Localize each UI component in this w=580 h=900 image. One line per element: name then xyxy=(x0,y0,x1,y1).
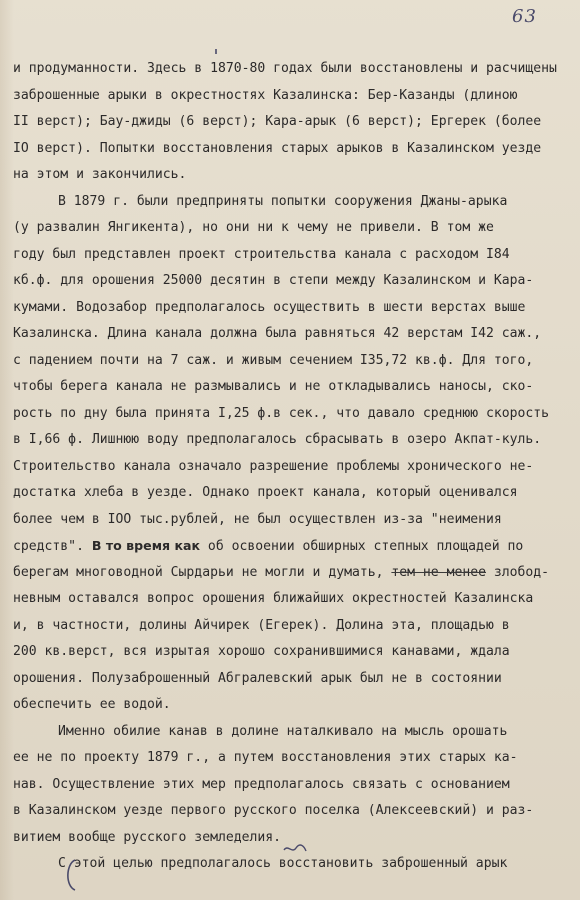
text-line: IO верст). Попытки восстановления старых арыков в Казалинском уезде xyxy=(13,140,542,156)
document-text xyxy=(13,56,578,878)
text-line: достатка хлеба в уезде. Однако проект канала, который оценивался xyxy=(13,485,518,500)
text-line: и продуманности. Здесь в 1870-80 годах были восстановлены и расчищены xyxy=(13,61,557,76)
text-line: году был представлен проект строительства канала с расходом I84 xyxy=(13,246,510,262)
pencil-bracket-mark xyxy=(62,858,78,892)
text-line: невным оставался вопрос орошения ближайших окрестностей Казалинска xyxy=(13,591,534,606)
text-line: с падением почти на 7 саж. и живым сечением I35,72 кв.ф. Для того, xyxy=(13,352,534,368)
text-line: В 1879 г. были предприняты попытки сооружения Джаны-арыка xyxy=(58,193,508,209)
text-line: рость по дну была принята I,25 ф.в сек., что давало среднюю скорость xyxy=(13,405,550,421)
text-line: средств". В то время как об освоении обширных степных площадей по xyxy=(13,538,524,554)
page-number: 63 xyxy=(512,6,537,27)
text-line: Именно обилие канав в долине наталкивало на мысль орошать xyxy=(58,723,508,739)
struck-text: тем не менее xyxy=(391,564,486,580)
text-line: и, в частности, долины Айчирек (Егерек). Долина эта, площадью в xyxy=(13,617,510,633)
text-line: кумами. Водозабор предполагалось осуществить в шести верстах выше xyxy=(13,299,526,315)
text-line: (у развалин Янгикента), но они ни к чему не привели. В том же xyxy=(13,220,494,235)
text-line: более чем в IOO тыс.рублей, не был осуществлен из-за "неимения xyxy=(13,511,502,527)
text-line: чтобы берега канала не размывались и не откладывались наносы, ско- xyxy=(13,379,534,394)
text-line: нав. Осуществление этих мер предполагалось связать с основанием xyxy=(13,776,510,792)
text-line: II верст); Бау-джиды (6 верст); Кара-арык (6 верст); Ергерек (более xyxy=(13,114,542,129)
text-line: в I,66 ф. Лишнюю воду предполагалось сбрасывать в озеро Акпат-куль. xyxy=(13,432,542,447)
text-line: 200 кв.верст, вся изрытая хорошо сохранившимися канавами, ждала xyxy=(13,644,510,659)
pencil-wave-mark xyxy=(282,842,308,856)
text-line: заброшенные арыки в окрестностях Казалинска: Бер-Казанды (длиною xyxy=(13,87,518,103)
text-line: на этом и закончились. xyxy=(13,167,187,182)
pencil-dot-mark xyxy=(213,48,219,56)
text-line: С этой целью предполагалось восстановить заброшенный арык xyxy=(58,856,508,871)
text-line: орошения. Полузаброшенный Абгралевский арык был не в состоянии xyxy=(13,670,502,686)
text-line: кб.ф. для орошения 25000 десятин в степи между Казалинском и Кара- xyxy=(13,273,534,288)
text-line: Строительство канала означало разрешение проблемы хронического не- xyxy=(13,458,534,474)
text-line: витием вообще русского земледелия. xyxy=(13,829,282,845)
text-line: Казалинска. Длина канала должна была равняться 42 верстам I42 саж., xyxy=(13,326,542,341)
text-line: ее не по проекту 1879 г., а путем восстановления этих старых ка- xyxy=(13,750,518,765)
text-line: обеспечить ее водой. xyxy=(13,697,171,712)
text-line: берегам многоводной Сырдарьи не могли и думать, тем не менее злобод- xyxy=(13,564,550,580)
handwritten-insert: В то время как xyxy=(91,538,201,553)
text-line: в Казалинском уезде первого русского поселка (Алексеевский) и раз- xyxy=(13,803,534,818)
